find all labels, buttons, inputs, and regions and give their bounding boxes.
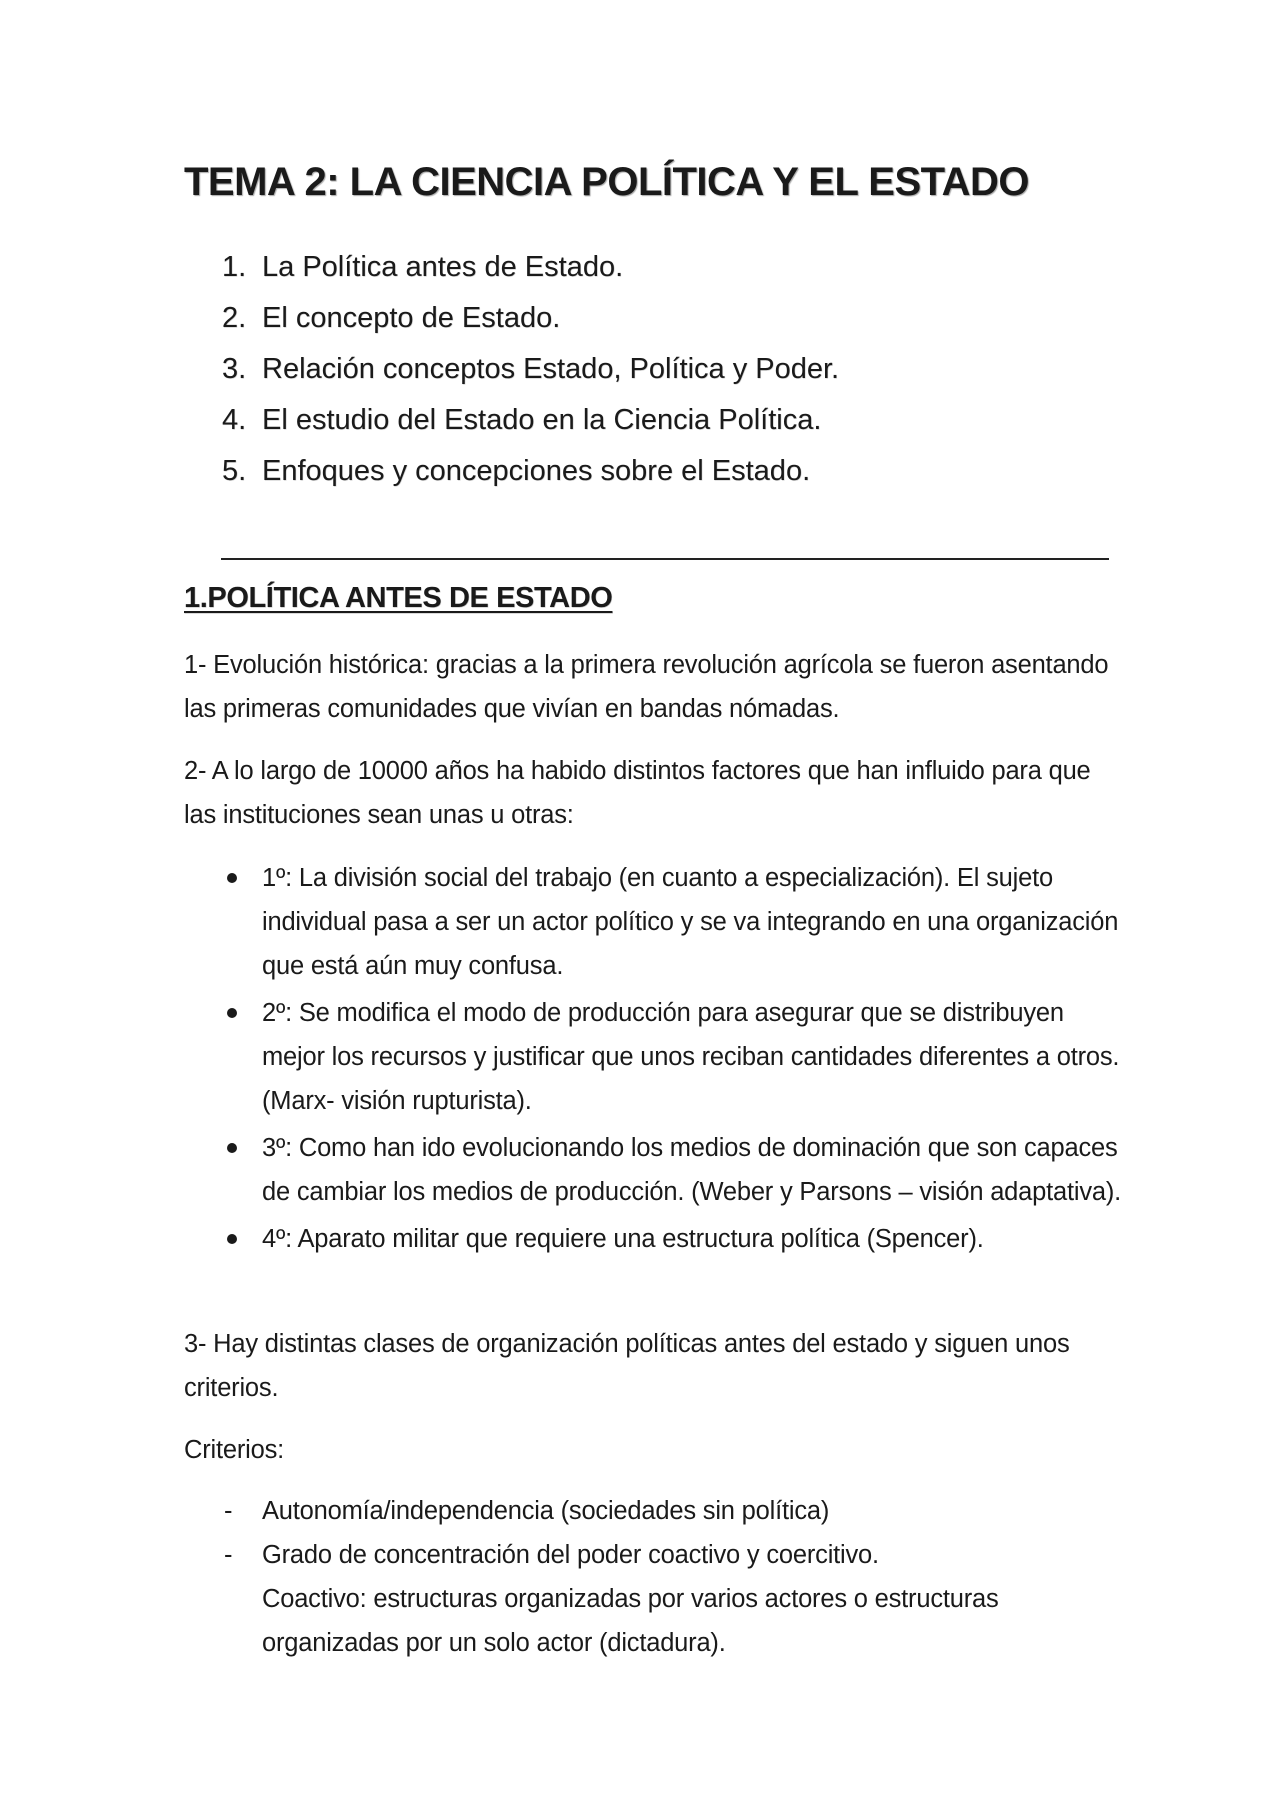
toc-item-number: 3. [222,353,247,385]
toc-item-number: 1. [222,251,247,283]
table-of-contents [222,242,839,497]
factors-list [222,856,1122,1264]
toc-item-number: 5. [222,455,247,487]
bullet-icon [227,873,237,883]
bullet-icon [227,1143,237,1153]
list-item [222,991,1122,1123]
paragraph-clases: 3- Hay distintas clases de organización políticas antes del estado y siguen unos criterios. [184,1330,1070,1402]
toc-item-text: Relación conceptos Estado, Política y Poder. [262,353,840,385]
toc-item [222,293,839,344]
dash-icon: - [224,1541,233,1569]
criteria-list [222,1489,1122,1665]
bullet-icon [227,1234,237,1244]
toc-item-number: 2. [222,302,247,334]
list-item [222,1533,1122,1665]
toc-item-text: El concepto de Estado. [262,302,561,334]
toc-item [222,344,839,395]
list-item [222,1126,1122,1214]
paragraph-factores: 2- A lo largo de 10000 años ha habido distintos factores que han influido para que las instituciones sean unas u otras: [184,757,1091,829]
list-item [222,856,1122,988]
toc-item-text: La Política antes de Estado. [262,251,624,283]
criteria-label: Criterios: [184,1436,285,1464]
bullet-icon [227,1008,237,1018]
section-heading: 1.POLÍTICA ANTES DE ESTADO [184,582,613,614]
toc-item [222,242,839,293]
horizontal-divider [221,558,1109,560]
list-item-text: 2º: Se modifica el modo de producción para asegurar que se distribuyen mejor los recursos y justificar que unos reciban cantidades diferentes a otros. (Marx- visión rupturista). [262,999,1120,1115]
toc-item [222,395,839,446]
list-item-subtext: Coactivo: estructuras organizadas por varios actores o estructuras organizadas por un solo actor (dictadura). [262,1585,999,1657]
list-item-text: 4º: Aparato militar que requiere una estructura política (Spencer). [262,1225,984,1253]
list-item-text: 1º: La división social del trabajo (en cuanto a especialización). El sujeto individual pasa a ser un actor político y se va integrando en una organización que está aún muy confusa. [262,864,1119,980]
toc-item-number: 4. [222,404,247,436]
toc-item-text: El estudio del Estado en la Ciencia Política. [262,404,822,436]
list-item-text: Grado de concentración del poder coactivo y coercitivo. [262,1541,879,1569]
paragraph-evolucion: 1- Evolución histórica: gracias a la primera revolución agrícola se fueron asentando las primeras comunidades que vivían en bandas nómadas. [184,651,1109,723]
toc-item-text: Enfoques y concepciones sobre el Estado. [262,455,811,487]
list-item-text: Autonomía/independencia (sociedades sin política) [262,1497,830,1525]
document-title: TEMA 2: LA CIENCIA POLÍTICA Y EL ESTADO [184,160,1030,204]
list-item [222,1217,1122,1261]
toc-item [222,446,839,497]
dash-icon: - [224,1497,233,1525]
list-item-text: 3º: Como han ido evolucionando los medios de dominación que son capaces de cambiar los medios de producción. (Weber y Parsons – visión adaptativa). [262,1134,1122,1206]
list-item [222,1489,1122,1533]
